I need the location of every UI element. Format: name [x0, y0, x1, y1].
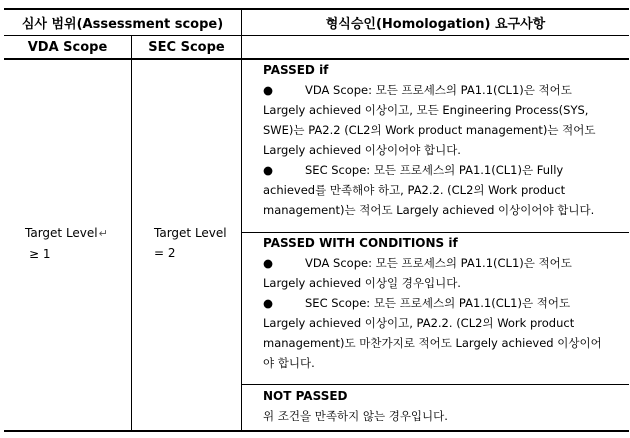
- passed-line: Largely achieved 이상이고, 모든 Engineering Process(SYS,: [263, 103, 589, 117]
- vline-mid: [131, 35, 132, 431]
- sec-target-level-value: = 2: [154, 246, 176, 260]
- not-passed-title: NOT PASSED: [263, 389, 348, 403]
- bullet-icon: ●: [263, 256, 274, 270]
- bullet-icon: ●: [263, 163, 274, 177]
- conditions-section: [263, 233, 602, 373]
- passed-section: [263, 60, 595, 220]
- conditions-line: management)도 마찬가지로 적어도 Largely achieved 이상이어: [263, 336, 602, 350]
- passed-line: ● SEC Scope: 모든 프로세스의 PA1.1(CL1)은 Fully: [263, 160, 595, 180]
- sec-target-level: [154, 223, 227, 263]
- passed-line: achieved를 만족해야 하고, PA2.2. (CL2의 Work product: [263, 183, 566, 197]
- conditions-line: 야 합니다.: [263, 356, 315, 370]
- sec-target-level-label: Target Level: [154, 226, 227, 240]
- border-bottom: [4, 430, 629, 432]
- passed-title: PASSED if: [263, 63, 329, 77]
- header-homologation-requirements: 형식승인(Homologation) 요구사항: [325, 16, 546, 32]
- conditions-line: Largely achieved 이상이고, PA2.2. (CL2의 Work product: [263, 316, 575, 330]
- not-passed-line: 위 조건을 만족하지 않는 경우입니다.: [263, 409, 448, 423]
- header-assessment-scope: 심사 범위(Assessment scope): [21, 16, 224, 32]
- divider-conditions-notpassed: [241, 384, 629, 385]
- vda-target-level-label: Target Level: [25, 226, 98, 240]
- conditions-title: PASSED WITH CONDITIONS if: [263, 236, 458, 250]
- vline-main: [241, 8, 242, 431]
- conditions-line: ● SEC Scope: 모든 프로세스의 PA1.1(CL1)은 적어도: [263, 293, 602, 313]
- conditions-line: ● VDA Scope: 모든 프로세스의 PA1.1(CL1)은 적어도: [263, 253, 602, 273]
- vda-target-level-value: ≥ 1: [29, 247, 51, 261]
- header-sec-scope: SEC Scope: [148, 39, 225, 55]
- passed-line: SWE)는 PA2.2 (CL2의 Work product management)는 적어도: [263, 123, 596, 137]
- vda-target-level: [25, 223, 108, 264]
- not-passed-section: [263, 386, 448, 426]
- bullet-icon: ●: [263, 296, 274, 310]
- header-vda-scope: VDA Scope: [27, 39, 108, 55]
- bullet-icon: ●: [263, 83, 274, 97]
- passed-line: Largely achieved 이상이어야 합니다.: [263, 143, 461, 157]
- requirements-table: [4, 8, 629, 432]
- passed-line: ● VDA Scope: 모든 프로세스의 PA1.1(CL1)은 적어도: [263, 80, 595, 100]
- return-mark-icon: ↵: [98, 227, 108, 240]
- conditions-line: Largely achieved 이상일 경우입니다.: [263, 276, 461, 290]
- passed-line: management)는 적어도 Largely achieved 이상이어야 합니다.: [263, 203, 595, 217]
